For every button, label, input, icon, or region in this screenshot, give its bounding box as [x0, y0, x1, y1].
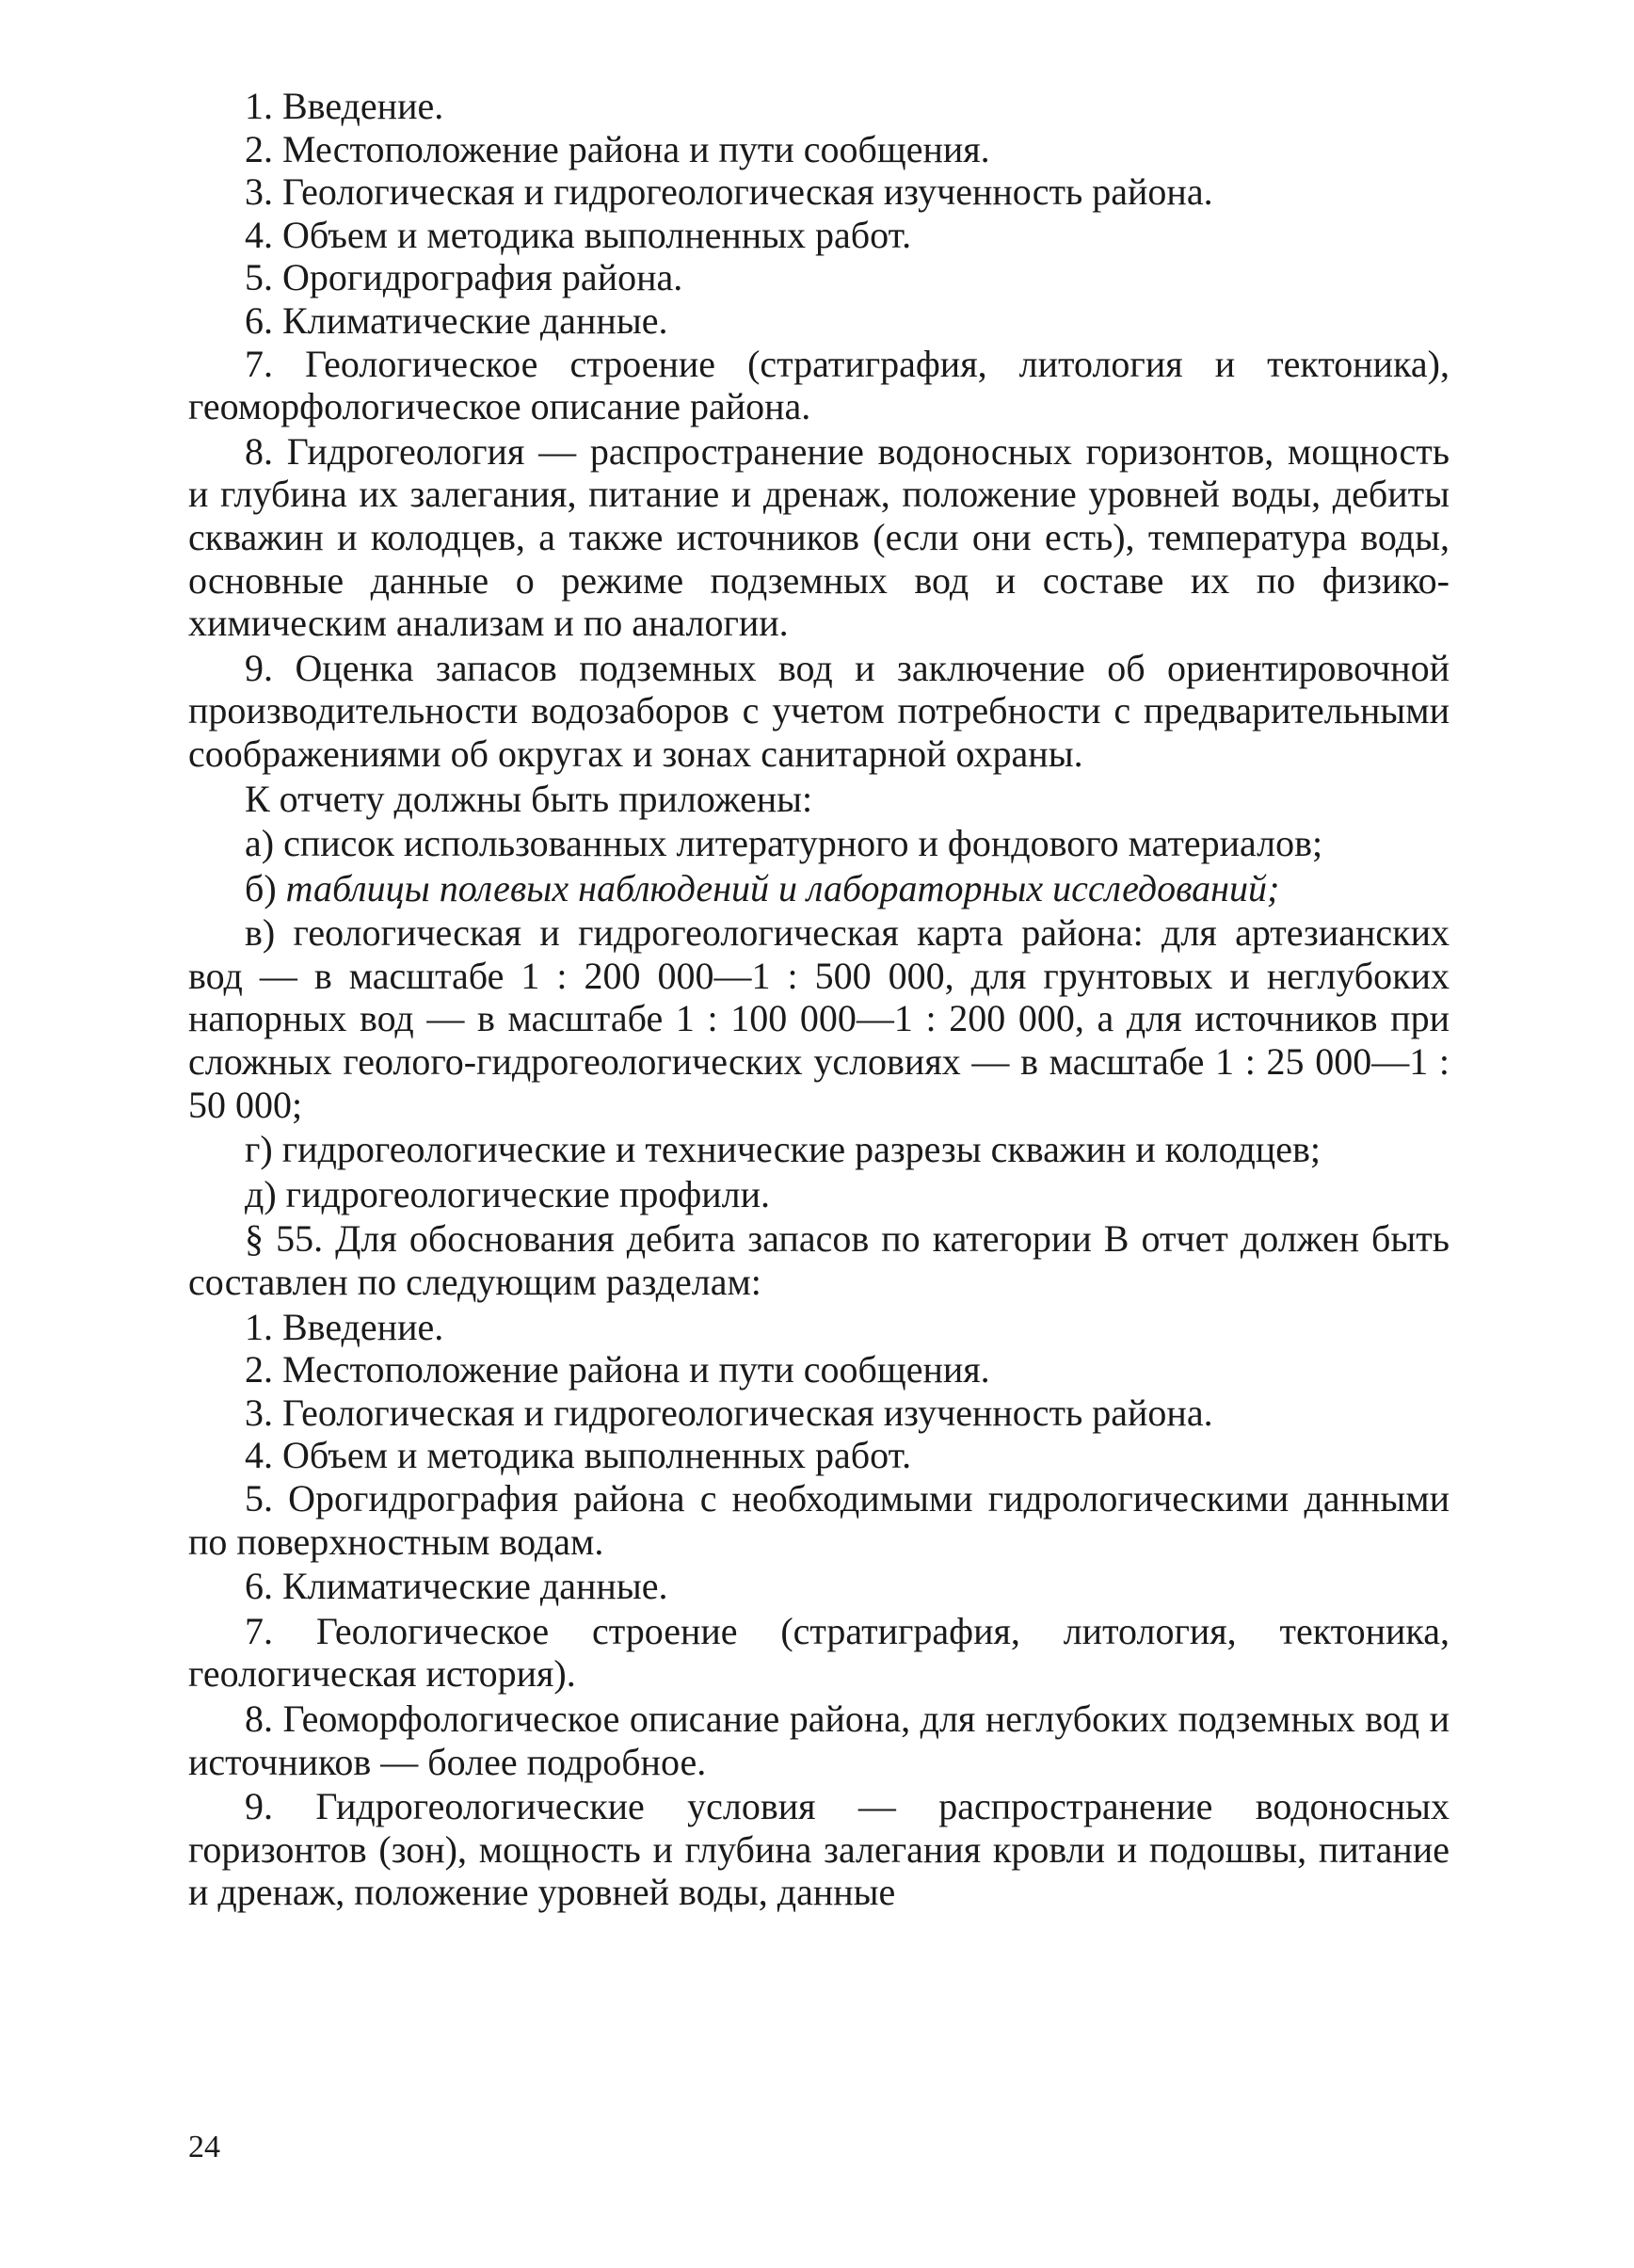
attachment-b-text: таблицы полевых наблюдений и лабораторных исследований;: [285, 866, 1280, 909]
list-item: 1. Введение.: [245, 85, 444, 127]
attachment-v: в) геологическая и гидрогеологическая карта района: для артезианских вод — в масштабе 1 : 200 000—1 : 500 000, для грунтовых и неглубоких напорных вод — в масштабе 1 : 100 000—1 : 200 000, а для источников при сложных геолого-гидрогеологических условиях — в масштабе 1 : 25 000—1 : 50 000;: [188, 911, 1450, 1126]
list-item: 5. Орогидрография района.: [245, 256, 683, 299]
list-item: 4. Объем и методика выполненных работ.: [245, 213, 912, 256]
attachment-b-letter: б): [245, 866, 277, 909]
paragraph-geology: 7. Геологическое строение (стратиграфия, литология, тектоника, геологическая история).: [188, 1609, 1450, 1696]
list-item: 2. Местоположение района и пути сообщения.: [245, 127, 990, 170]
paragraph-geomorphology: 8. Геоморфологическое описание района, для неглубоких подземных вод и источников — более подробное.: [188, 1697, 1450, 1783]
attachment-b: [188, 867, 1450, 910]
list-item: 2. Местоположение района и пути сообщения.: [245, 1348, 990, 1391]
list-item: 3. Геологическая и гидрогеологическая изученность района.: [245, 1391, 1213, 1434]
paragraph-hydrogeology: 8. Гидрогеология — распространение водоносных горизонтов, мощность и глубина их залегания, питание и дренаж, положение уровней воды, дебиты скважин и колодцев, а также источников (если они есть), температура воды, основные данные о режиме подземных вод и составе их по физико-химическим анализам и по аналогии.: [188, 429, 1450, 645]
attachment-g: г) гидрогеологические и технические разрезы скважин и колодцев;: [245, 1128, 1321, 1171]
attachment-d: д) гидрогеологические профили.: [245, 1172, 771, 1215]
list-item: 1. Введение.: [245, 1305, 444, 1348]
section-55: § 55. Для обоснования дебита запасов по категории В отчет должен быть составлен по следующим разделам:: [188, 1217, 1450, 1304]
list-item: 3. Геологическая и гидрогеологическая изученность района.: [245, 170, 1213, 214]
attachments-intro: К отчету должны быть приложены:: [245, 777, 813, 820]
list-item: 6. Климатические данные.: [245, 298, 668, 342]
list-item: 4. Объем и методика выполненных работ.: [245, 1434, 912, 1477]
body-text: [188, 85, 1450, 1916]
paragraph-reserves-assessment: 9. Оценка запасов подземных вод и заключение об ориентировочной производительности водозаборов с учетом потребности с предварительными соображениями об округах и зонах санитарной охраны.: [188, 646, 1450, 775]
attachment-a: а) список использованных литературного и фондового материалов;: [245, 822, 1323, 865]
page-number: 24: [188, 2130, 220, 2164]
paragraph-hydrogeological-conditions: 9. Гидрогеологические условия — распространение водоносных горизонтов (зон), мощность и глубина залегания кровли и подошвы, питание и дренаж, положение уровней воды, данные: [188, 1785, 1450, 1914]
paragraph-geology-structure: 7. Геологическое строение (стратиграфия, литология и тектоника), геоморфологическое описание района.: [188, 342, 1450, 428]
paragraph-orohydrography: 5. Орогидрография района с необходимыми гидрологическими данными по поверхностным водам.: [188, 1477, 1450, 1563]
paragraph-climate: 6. Климатические данные.: [245, 1565, 668, 1608]
